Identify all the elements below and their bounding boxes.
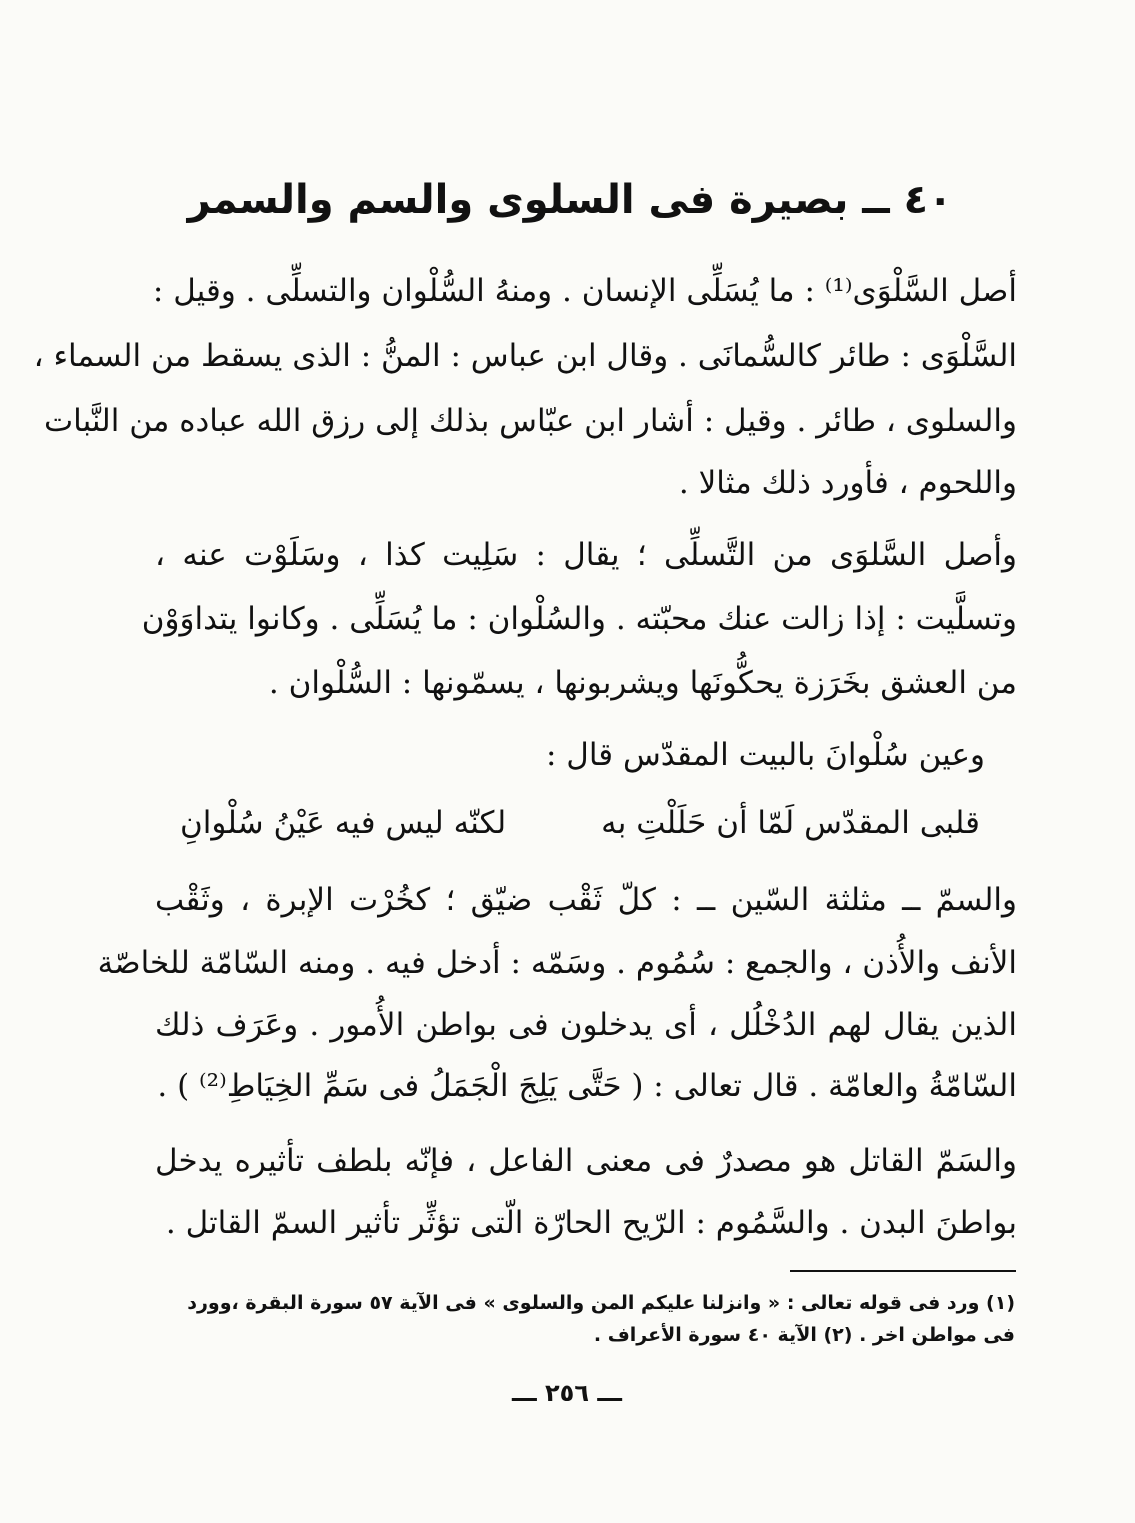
- footnote-divider: [790, 1270, 1016, 1272]
- poetry-verse: [180, 800, 980, 850]
- body-line: بواطنَ البدن . والسَّمُوم : الرّيح الحارّة الّتى تؤثِّر تأثير السمّ القاتل .: [165, 1205, 1017, 1241]
- body-line: السَّلْوَى : طائر كالسُّمانَى . وقال ابن عباس : المنُّ : الذى يسقط من السماء ،: [33, 338, 1017, 374]
- section-title: ٤٠ ــ بصيرة فى السلوى والسم والسمر: [187, 177, 953, 223]
- body-line: أصل السَّلْوَى⁽¹⁾ : ما يُسَلِّى الإنسان . ومنهُ السُّلْوان والتسلِّى . وقيل :: [152, 273, 1017, 309]
- body-line: والسلوى ، طائر . وقيل : أشار ابن عبّاس بذلك إلى رزق الله عباده من النَّبات: [43, 403, 1017, 439]
- page-number: ـــ ٢٥٦ ـــ: [512, 1379, 622, 1407]
- body-line: والسمّ ــ مثلثة السّين ــ : كلّ ثَقْب ضيّق ؛ كخُرْت الإبرة ، وثَقْب: [155, 882, 1017, 918]
- body-line: من العشق بخَرَزة يحكُّونَها ويشربونها ، يسمّونها : السُّلْوان .: [268, 665, 1017, 701]
- body-line: الذين يقال لهم الدُخْلُل ، أى يدخلون فى بواطن الأُمور . وعَرَف ذلك: [155, 1007, 1017, 1043]
- verse-second-hemistich: لكنّه ليس فيه عَيْنُ سُلْوانِ: [180, 805, 507, 841]
- footnote-line: (١) ورد فى قوله تعالى : « وانزلنا عليكم المن والسلوى » فى الآية ٥٧ سورة البقرة ،وورد: [187, 1292, 1015, 1314]
- body-line: وتسلَّيت : إذا زالت عنك محبّته . والسُلْوان : ما يُسَلِّى . وكانوا يتداوَوْن: [141, 601, 1017, 637]
- body-line: واللحوم ، فأورد ذلك مثالا .: [678, 465, 1017, 501]
- body-line: وأصل السَّلوَى من التَّسلِّى ؛ يقال : سَلِيت كذا ، وسَلَوْت عنه ،: [155, 537, 1017, 573]
- body-line: الأنف والأُذن ، والجمع : سُمُوم . وسَمّه : أدخل فيه . ومنه السّامّة للخاصّة: [97, 945, 1017, 981]
- verse-first-hemistich: قلبى المقدّس لَمّا أن حَلَلْتِ به: [601, 805, 980, 841]
- body-line: والسَمّ القاتل هو مصدرٌ فى معنى الفاعل ، فإنّه بلطف تأثيره يدخل: [155, 1143, 1017, 1179]
- body-line: السّامّةُ والعامّة . قال تعالى : ( حَتَّى يَلِجَ الْجَمَلُ فى سَمِّ الخِيَاطِ⁽²⁾ ) .: [157, 1068, 1017, 1104]
- footnote-line: فى مواطن اخر . (٢) الآية ٤٠ سورة الأعراف .: [593, 1324, 1015, 1346]
- body-line: وعين سُلْوانَ بالبيت المقدّس قال :: [546, 737, 985, 773]
